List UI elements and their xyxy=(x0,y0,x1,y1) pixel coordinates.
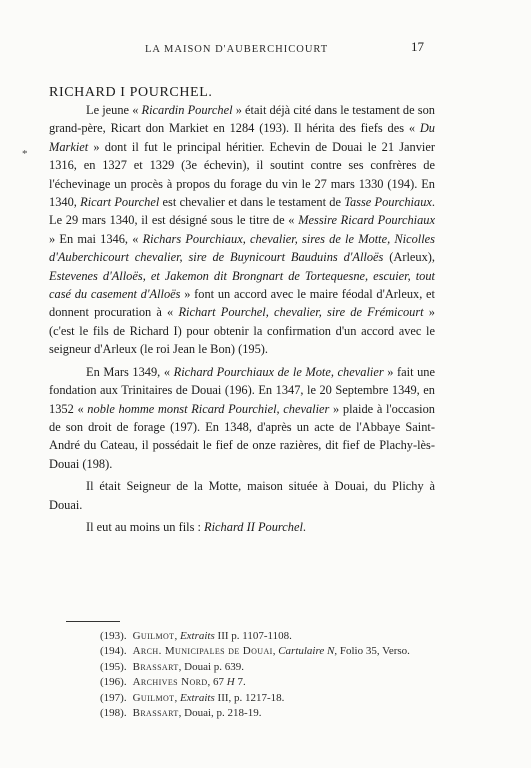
text-run: , Folio 35, Verso. xyxy=(334,645,410,658)
footnote-197 xyxy=(100,691,440,706)
small-caps-run: Guilmot xyxy=(132,630,175,642)
italic-run: Messire Ricard Pourchiaux xyxy=(298,213,435,228)
italic-run: Richard II Pourchel xyxy=(204,519,303,534)
text-run: . xyxy=(302,519,307,534)
text-run: Il était Seigneur de la Motte, maison située à Douai, du Plichy à Douai. xyxy=(49,479,435,512)
text-run: » En mai 1346, « xyxy=(49,231,143,246)
footnote-number: (195). xyxy=(100,660,127,673)
italic-run: Ricart Pourchel xyxy=(80,195,160,210)
footnote-number: (193). xyxy=(100,630,127,642)
italic-run: Richart Pourchel, chevalier, sire de Frémicourt xyxy=(178,305,424,320)
footnote-194 xyxy=(100,644,440,659)
text-run: » fait une fondation aux Trinitaires de Douai (196). En 1347, le 20 Septembre 1349, en 1352 « xyxy=(49,364,435,416)
text-run: Il eut au moins un fils : xyxy=(86,519,205,534)
italic-run: Extraits xyxy=(179,691,215,704)
italic-run: noble homme monst Ricard Pourchiel, chevalier xyxy=(87,401,330,416)
small-caps-run: Brassart xyxy=(132,707,179,720)
footnote-195 xyxy=(100,660,440,675)
text-run: Le jeune « xyxy=(86,103,142,117)
margin-mark: * xyxy=(22,148,28,160)
text-run: » font un accord avec le maire féodal d'Arleux, et donnent procuration à « xyxy=(49,287,435,320)
text-run: , 67 xyxy=(207,676,227,689)
footnote-193 xyxy=(100,629,440,644)
text-run: est chevalier et dans le testament de xyxy=(159,195,345,210)
text-run: En Mars 1349, « xyxy=(86,364,174,379)
small-caps-run: Archives Nord xyxy=(132,676,208,689)
text-run: » plaide à l'occasion de son droit de forage (197). En 1348, d'après un acte de l'Abbaye Saint-André du Cateau, il possédait le fief de onze razières, dit fief de Plachy-lès-Douai (198). xyxy=(49,401,436,471)
italic-run: Estevenes d'Alloës, et Jakemon dit Brongnart de Tortequesne, escuier, tout casé du casement d'Alloës xyxy=(49,268,435,302)
footnotes xyxy=(100,629,440,721)
paragraph-4 xyxy=(49,518,435,536)
italic-run: H xyxy=(226,676,235,689)
small-caps-run: Brassart xyxy=(132,660,179,673)
italic-run: Richars Pourchiaux, chevalier, sires de le Motte, Nicolles d'Auberchicourt chevalier, sire de Buynicourt Bauduins d'Alloës xyxy=(49,231,435,265)
text-run: » (c'est le fils de Richard I) pour obtenir la confirmation d'un accord avec le seigneur d'Arleux (le roi Jean le Bon) (195). xyxy=(49,305,435,357)
small-caps-run: Guilmot xyxy=(132,691,175,704)
text-run: » était déjà cité dans le testament de son grand-père, Ricart don Markiet en 1284 (193). Il hérita des fiefs des « xyxy=(49,103,435,136)
paragraph-1 xyxy=(49,101,435,359)
paragraph-3 xyxy=(49,477,435,514)
footnote-number: (198). xyxy=(100,707,127,720)
text-run: 7. xyxy=(234,676,246,689)
footnote-text xyxy=(133,660,440,675)
italic-run: Ricardin Pourchel xyxy=(141,103,233,117)
text-run: (Arleux), xyxy=(383,250,435,265)
footnote-number: (197). xyxy=(100,691,127,704)
text-run: , xyxy=(174,691,180,704)
small-caps-run: Arch. Municipales de Douai xyxy=(132,645,273,658)
footnote-number: (196). xyxy=(100,676,127,689)
section-title: RICHARD I POURCHEL. xyxy=(49,85,213,100)
footnote-text xyxy=(133,706,440,721)
text-run: , xyxy=(272,645,279,658)
footnote-text xyxy=(133,644,440,659)
text-run: , xyxy=(174,630,180,642)
text-run: . Le 29 mars 1340, il est désigné sous le titre de « xyxy=(49,195,435,228)
italic-run: Extraits xyxy=(179,630,215,642)
paragraph-2 xyxy=(49,363,435,473)
footnote-number: (194). xyxy=(100,645,127,658)
text-run: , Douai, p. 218-19. xyxy=(178,707,262,720)
footnote-198 xyxy=(100,706,440,721)
footnote-text xyxy=(133,675,440,690)
italic-run: Tasse Pourchiaux xyxy=(344,195,432,210)
text-run: , Douai p. 639. xyxy=(178,660,245,673)
italic-run: Du Markiet xyxy=(49,121,435,154)
footnote-rule xyxy=(66,621,120,622)
text-run: III, p. 1217-18. xyxy=(214,691,285,704)
text-run: » dont il fut le principal héritier. Echevin de Douai le 21 Janvier 1316, en 1327 et 1329 (3e échevin), il soutint contre ses confrères de l'échevinage un procès à propos du forage du vin le 27 mars 1330 (194). En 1340, xyxy=(49,139,435,210)
page-number: 17 xyxy=(411,39,424,54)
body-text xyxy=(49,101,435,536)
footnote-text xyxy=(133,691,440,706)
footnote-196 xyxy=(100,675,440,690)
text-run: III p. 1107-1108. xyxy=(214,630,292,642)
italic-run: Richard Pourchiaux de le Mote, chevalier xyxy=(173,364,384,379)
italic-run: Cartulaire N xyxy=(278,645,335,658)
footnote-text xyxy=(133,629,440,644)
running-head: LA MAISON D'AUBERCHICOURT xyxy=(145,44,329,55)
